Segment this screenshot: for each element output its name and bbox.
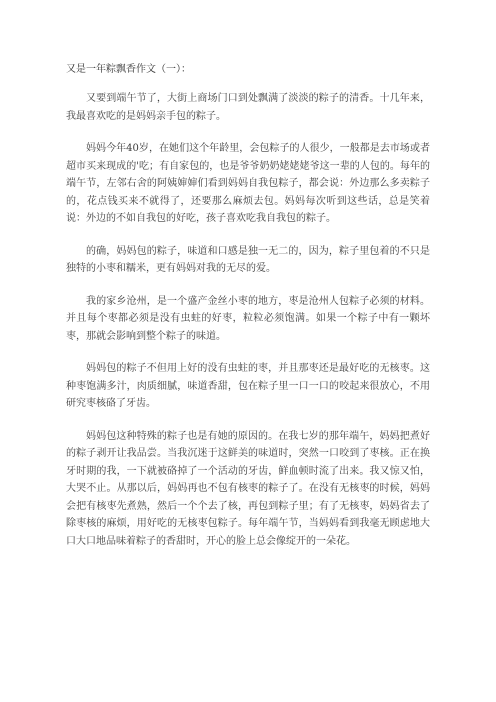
paragraph-6: 妈妈包这种特殊的粽子也是有她的原因的。在我七岁的那年端午，妈妈把煮好的粽子剥开让我品尝。当我沉迷于这鲜美的味道时，突然一口咬到了枣核。正在换牙时期的我，一下就被硌掉了一个活动的牙齿，鲜血顿时流了出来。我又惊又怕，大哭不止。从那以后，妈妈再也不包有核枣的粽子了。在没有无核枣的时候，妈妈会把有核枣先煮熟，然后一个个去了核，再包到粽子里；有了无核枣，妈妈省去了除枣核的麻烦，用好吃的无核枣包粽子。每年端午节，当妈妈看到我毫无顾虑地大口大口地品味着粽子的香甜时，开心的脸上总会像绽开的一朵花。 bbox=[66, 430, 430, 547]
paragraph-5: 妈妈包的粽子不但用上好的没有虫蛀的枣，并且那枣还是最好吃的无核枣。这种枣饱满多汁，肉质细腻，味道香甜，包在粽子里一口一口的咬起来很放心，不用研究枣核硌了牙齿。 bbox=[66, 363, 430, 409]
document-page bbox=[66, 63, 430, 565]
paragraph-2: 妈妈今年40岁，在她们这个年龄里，会包粽子的人很少，一般都是去市场或者超市买来现成的'吃；有自家包的，也是爷爷奶奶姥姥姥爷这一辈的人包的。每年的端午节，左邻右舍的阿姨婶婶们看到妈妈自我包粽子，都会说：外边那么多卖粽子的，花点钱买来不就得了，还要那么麻烦去包。妈妈每次听到这些话，总是笑着说：外边的不如自我包的好吃，孩子喜欢吃我自我包的粽子。 bbox=[66, 143, 430, 224]
paragraph-1: 又要到端午节了，大街上商场门口到处飘满了淡淡的粽子的清香。十几年来，我最喜欢吃的是妈妈亲手包的粽子。 bbox=[66, 93, 430, 122]
document-title: 又是一年粽飘香作文（一）： bbox=[66, 64, 191, 75]
paragraph-4: 我的家乡沧州，是一个盛产金丝小枣的地方，枣是沧州人包粽子必须的材料。并且每个枣都必须是没有虫蛀的好枣，粒粒必须饱满。如果一个粽子中有一颗坏枣，那就会影响到整个粽子的味道。 bbox=[66, 295, 430, 342]
paragraph-3: 的确，妈妈包的粽子，味道和口感是独一无二的，因为，粽子里包着的不只是独特的小枣和糯米，更有妈妈对我的无尽的爱。 bbox=[66, 245, 430, 274]
